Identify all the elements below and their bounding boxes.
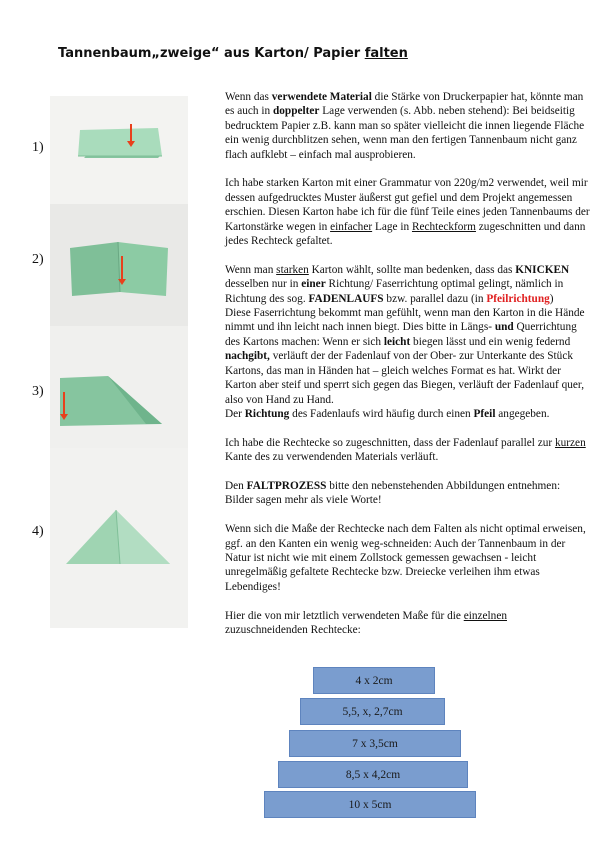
body-text — [225, 90, 590, 652]
step-label-2: 2) — [32, 252, 44, 267]
step-photo-4 — [50, 448, 188, 628]
paragraph-material: Wenn das verwendete Material die Stärke von Druckerpapier hat, könnte man es auch in doppelter Lage verwenden (s. Abb. neben stehend): Bei beidseitig bedrucktem Papier z.B. kann man so später vielleicht die innen liegende Fläche ein wenig durchblitzen sehen, wenn man den fertigen Tannenbaum nicht ganz flach aufklebt – einfach mal ausprobieren. — [225, 91, 585, 161]
step-photo-1 — [50, 96, 188, 204]
step-label-3: 3) — [32, 384, 44, 399]
step-label-1: 1) — [32, 140, 44, 155]
title-underlined-word: falten — [364, 46, 408, 61]
size-bar-4: 8,5 x 4,2cm — [278, 761, 468, 788]
folded-paper-step-1 — [50, 96, 188, 204]
folded-paper-step-2 — [50, 204, 188, 326]
step-label-4: 4) — [32, 524, 44, 539]
paragraph-rechtecke: Hier die von mir letztlich verwendeten Maße für die einzelnen zuzuschneidenden Rechtecke: — [225, 609, 507, 636]
paragraph-masse: Wenn sich die Maße der Rechtecke nach dem Falten als nicht optimal erweisen, ggf. an den Kanten ein wenig weg-schneiden: Auch der Tannenbaum in der Natur ist nicht wie mit einem Zollstock gemessen gewachsen - leicht unregelmäßig gefaltete Rechtecke bzw. Dreiecke verleihen ihm etwas Lebendiges! — [225, 523, 586, 593]
size-bar-5: 10 x 5cm — [264, 791, 476, 818]
paragraph-zuschnitt: Ich habe die Rechtecke so zugeschnitten, dass der Fadenlauf parallel zur kurzen Kante des zu verwendenden Materials verläuft. — [225, 436, 586, 464]
paragraph-faltprozess: Den FALTPROZESS bitte den nebenstehenden Abbildungen entnehmen: Bilder sagen mehr als viele Worte! — [225, 479, 561, 507]
folded-paper-step-3 — [50, 326, 188, 448]
paragraph-fadenlauf: Wenn man starken Karton wählt, sollte man bedenken, dass das KNICKEN desselben nur in einer Richtung/ Faserrichtung optimal gelingt, nämlich in Richtung des sog. FADENLAUFS bzw. parallel dazu (in Pfeilrichtung) Diese Faserrichtung bekommt man gefühlt, wenn man den Karton in die Hände nimmt und ihn leicht nach innen biegt. Dies bitte in Längs- und Querrichtung des Kartons machen: Wenn er sich leicht biegen lässt und ein wenig federnd nachgibt, verläuft der der Fadenlauf von der Ober- zur Unterkante des Stück Kartons, das man in Händen hat – gleich welches Format es hat. Wirkt der Karton aber steif und sperrt sich gegen das Biegen, verläuft der Fadenlauf quer, also von Hand zu Hand. Der Richtung des Fadenlaufs wird häufig durch einen Pfeil angegeben. — [225, 263, 585, 420]
arrow-direction-highlight: Pfeilrichtung — [486, 292, 550, 305]
step-photo-3 — [50, 326, 188, 448]
size-bar-3: 7 x 3,5cm — [289, 730, 461, 757]
size-bar-1: 4 x 2cm — [313, 667, 435, 694]
size-bar-2: 5,5, x, 2,7cm — [300, 698, 445, 725]
paragraph-karton: Ich habe starken Karton mit einer Grammatur von 220g/m2 verwendet, weil mir dessen aufgedrucktes Muster äußerst gut gefiel und dem Projekt angemessen erschien. Diesen Karton habe ich für die fünf Teile eines jeden Tannenbaums der Kartonstärke wegen in einfacher Lage in Rechteckform zugeschnitten und dann jedes Rechteck gefaltet. — [225, 177, 590, 248]
page-title: Tannenbaum„zweige“ aus Karton/ Papier falten — [58, 46, 408, 61]
folded-paper-step-4 — [50, 448, 188, 628]
step-photo-2 — [50, 204, 188, 326]
